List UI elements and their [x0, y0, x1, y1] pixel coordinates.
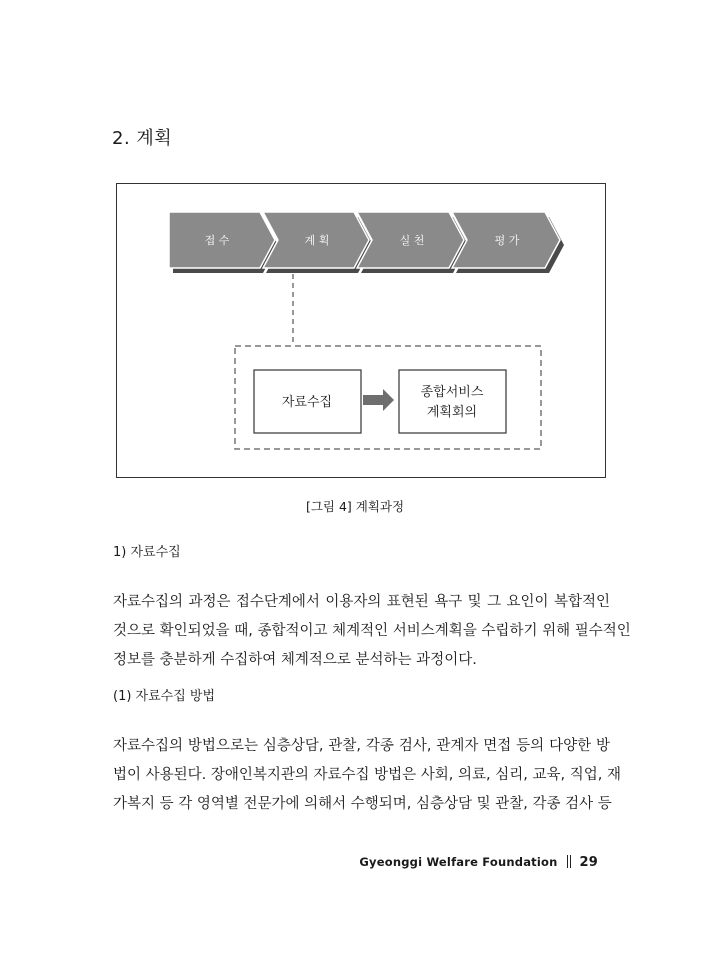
footer-separator [567, 855, 571, 868]
detail-box-label-2a: 종합서비스 [420, 385, 484, 400]
figure-caption: [그림 4] 계획과정 [305, 499, 405, 514]
paragraph-1-line-2: 것으로 확인되었을 때, 종합적이고 체계적인 서비스계획을 수립하기 위해 필수적인 [113, 623, 631, 639]
process-diagram-svg [117, 184, 607, 479]
step-label-2: 계 획 [304, 234, 330, 247]
subsection-heading-1: 1) 자료수집 [113, 545, 181, 560]
page-number: 29 [579, 855, 598, 870]
paragraph-2 [113, 732, 621, 819]
paragraph-2-line-3: 가복지 등 각 영역별 전문가에 의해서 수행되며, 심층상담 및 관찰, 각종 검사 등 [113, 796, 612, 812]
subsection-heading-2: (1) 자료수집 방법 [113, 689, 216, 704]
arrow-icon [363, 389, 394, 411]
page-footer [359, 855, 598, 870]
detail-box-service-plan [399, 370, 506, 433]
paragraph-1 [113, 588, 631, 675]
detail-box-label-1: 자료수집 [281, 395, 333, 410]
paragraph-2-line-1: 자료수집의 방법으로는 심층상담, 관찰, 각종 검사, 관계자 면접 등의 다양한 방 [113, 738, 610, 754]
paragraph-1-line-3: 정보를 충분하게 수집하여 체계적으로 분석하는 과정이다. [113, 652, 477, 668]
section-title: 2. 계획 [112, 128, 173, 149]
process-diagram [116, 183, 606, 478]
detail-box-label-2b: 계획회의 [426, 405, 478, 420]
footer-org: Gyeonggi Welfare Foundation [359, 855, 558, 869]
paragraph-1-line-1: 자료수집의 과정은 접수단계에서 이용자의 표현된 욕구 및 그 요인이 복합적인 [113, 594, 610, 610]
paragraph-2-line-2: 법이 사용된다. 장애인복지관의 자료수집 방법은 사회, 의료, 심리, 교육, 직업, 재 [113, 767, 621, 783]
step-label-1: 접 수 [204, 234, 230, 247]
step-label-3: 실 천 [399, 234, 425, 247]
step-label-4: 평 가 [494, 234, 520, 247]
